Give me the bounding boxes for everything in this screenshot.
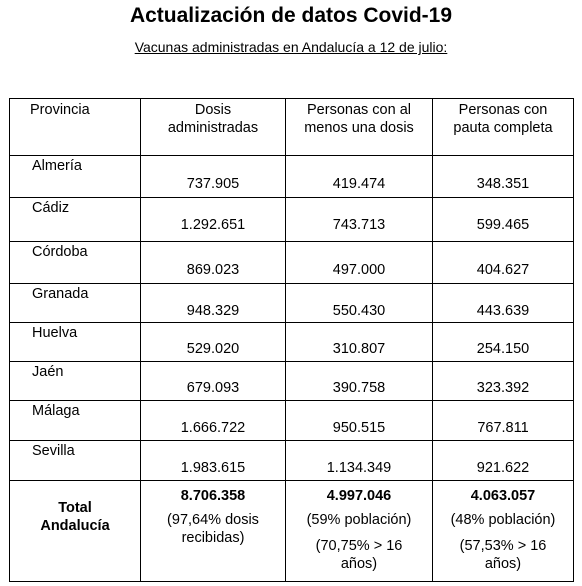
total-dosis-note-line1: (97,64% dosis: [167, 512, 259, 528]
cell-una-dosis: [286, 242, 433, 284]
cell-una-dosis: [286, 198, 433, 242]
cell-una-dosis: [286, 362, 433, 401]
total-una-dosis-note2-line1: (70,75% > 16: [315, 538, 403, 554]
una-dosis-value: 390.758: [332, 380, 386, 396]
completa-value: 323.392: [476, 380, 530, 396]
cell-provincia: [10, 401, 141, 441]
una-dosis-value: 743.713: [332, 217, 386, 233]
header-una-dosis-line2: menos una dosis: [304, 120, 414, 136]
total-dosis-note: [141, 511, 285, 547]
page-subtitle: Vacunas administradas en Andalucía a 12 de julio:: [134, 39, 448, 55]
vaccination-table: [9, 98, 574, 582]
dosis-value: 948.329: [186, 303, 240, 319]
total-completa-note2-line2: años): [484, 556, 522, 572]
completa-value: 599.465: [476, 217, 530, 233]
total-dosis-note-line2: recibidas): [181, 530, 245, 546]
total-dosis-value: 8.706.358: [180, 488, 246, 504]
provincia-name: Sevilla: [32, 443, 75, 459]
cell-completa: [433, 323, 574, 362]
total-completa-note2: [433, 537, 573, 573]
header-una-dosis-label: [286, 99, 432, 137]
table-row: [10, 401, 574, 441]
table-row: [10, 323, 574, 362]
cell-dosis: [141, 242, 286, 284]
provincia-name: Almería: [32, 158, 82, 174]
cell-provincia: [10, 242, 141, 284]
header-dosis: [141, 99, 286, 156]
cell-provincia: [10, 323, 141, 362]
total-label-line2: Andalucía: [40, 518, 110, 534]
header-completa: [433, 99, 574, 156]
cell-provincia: [10, 198, 141, 242]
completa-value: 767.811: [477, 420, 529, 436]
dosis-value: 529.020: [186, 341, 240, 357]
dosis-value: 1.292.651: [180, 217, 246, 233]
cell-total-completa: [433, 481, 574, 582]
cell-provincia: [10, 156, 141, 198]
dosis-value: 737.905: [186, 176, 240, 192]
header-una-dosis: [286, 99, 433, 156]
header-completa-line2: pauta completa: [453, 120, 553, 136]
cell-completa: [433, 401, 574, 441]
cell-dosis: [141, 323, 286, 362]
cell-completa: [433, 156, 574, 198]
total-label: [10, 481, 140, 535]
provincia-name: Granada: [32, 286, 89, 302]
table-row: [10, 284, 574, 323]
header-dosis-line1: Dosis: [194, 102, 232, 118]
cell-una-dosis: [286, 323, 433, 362]
header-provincia: [10, 99, 141, 156]
cell-completa: [433, 441, 574, 481]
cell-una-dosis: [286, 401, 433, 441]
dosis-value: 1.666.722: [180, 420, 246, 436]
cell-dosis: [141, 156, 286, 198]
cell-dosis: [141, 362, 286, 401]
total-una-dosis-note2-line2: años): [340, 556, 378, 572]
completa-value: 921.622: [476, 460, 530, 476]
total-label-line1: Total: [58, 500, 92, 516]
total-completa-note: (48% población): [450, 512, 556, 528]
total-una-dosis-note2: [286, 537, 432, 573]
completa-value: 404.627: [476, 262, 530, 278]
una-dosis-value: 497.000: [332, 262, 386, 278]
total-una-dosis-note: (59% población): [306, 512, 412, 528]
una-dosis-value: 1.134.349: [326, 460, 392, 476]
total-completa-value: 4.063.057: [470, 488, 536, 504]
cell-provincia: [10, 284, 141, 323]
dosis-value: 1.983.615: [180, 460, 246, 476]
total-una-dosis-value: 4.997.046: [326, 488, 392, 504]
cell-dosis: [141, 198, 286, 242]
completa-value: 254.150: [476, 341, 530, 357]
provincia-name: Málaga: [32, 403, 80, 419]
provincia-name: Cádiz: [32, 200, 70, 216]
header-dosis-label: [141, 99, 285, 137]
cell-completa: [433, 362, 574, 401]
table-row: [10, 198, 574, 242]
una-dosis-value: 550.430: [332, 303, 386, 319]
header-dosis-line2: administradas: [167, 120, 259, 136]
header-provincia-label: Provincia: [30, 102, 90, 118]
header-una-dosis-line1: Personas con al: [307, 102, 411, 118]
page-title: Actualización de datos Covid-19: [129, 4, 453, 27]
table-header-row: [10, 99, 574, 156]
cell-total-dosis: [141, 481, 286, 582]
cell-una-dosis: [286, 156, 433, 198]
cell-provincia: [10, 362, 141, 401]
completa-value: 348.351: [476, 176, 530, 192]
table-row: [10, 242, 574, 284]
total-row: [10, 481, 574, 582]
provincia-name: Jaén: [32, 364, 64, 380]
cell-provincia: [10, 441, 141, 481]
completa-value: 443.639: [476, 303, 530, 319]
cell-completa: [433, 284, 574, 323]
header-completa-label: [433, 99, 573, 137]
cell-dosis: [141, 284, 286, 323]
una-dosis-value: 419.474: [332, 176, 386, 192]
table-row: [10, 441, 574, 481]
cell-completa: [433, 242, 574, 284]
provincia-name: Córdoba: [32, 244, 88, 260]
cell-dosis: [141, 401, 286, 441]
table-row: [10, 362, 574, 401]
provincia-name: Huelva: [32, 325, 78, 341]
cell-dosis: [141, 441, 286, 481]
total-completa-note2-line1: (57,53% > 16: [459, 538, 547, 554]
cell-total-una-dosis: [286, 481, 433, 582]
header-completa-line1: Personas con: [458, 102, 548, 118]
cell-completa: [433, 198, 574, 242]
cell-una-dosis: [286, 441, 433, 481]
dosis-value: 869.023: [186, 262, 240, 278]
dosis-value: 679.093: [186, 380, 240, 396]
cell-total-label: [10, 481, 141, 582]
una-dosis-value: 310.807: [332, 341, 386, 357]
cell-una-dosis: [286, 284, 433, 323]
una-dosis-value: 950.515: [332, 420, 386, 436]
table-row: [10, 156, 574, 198]
